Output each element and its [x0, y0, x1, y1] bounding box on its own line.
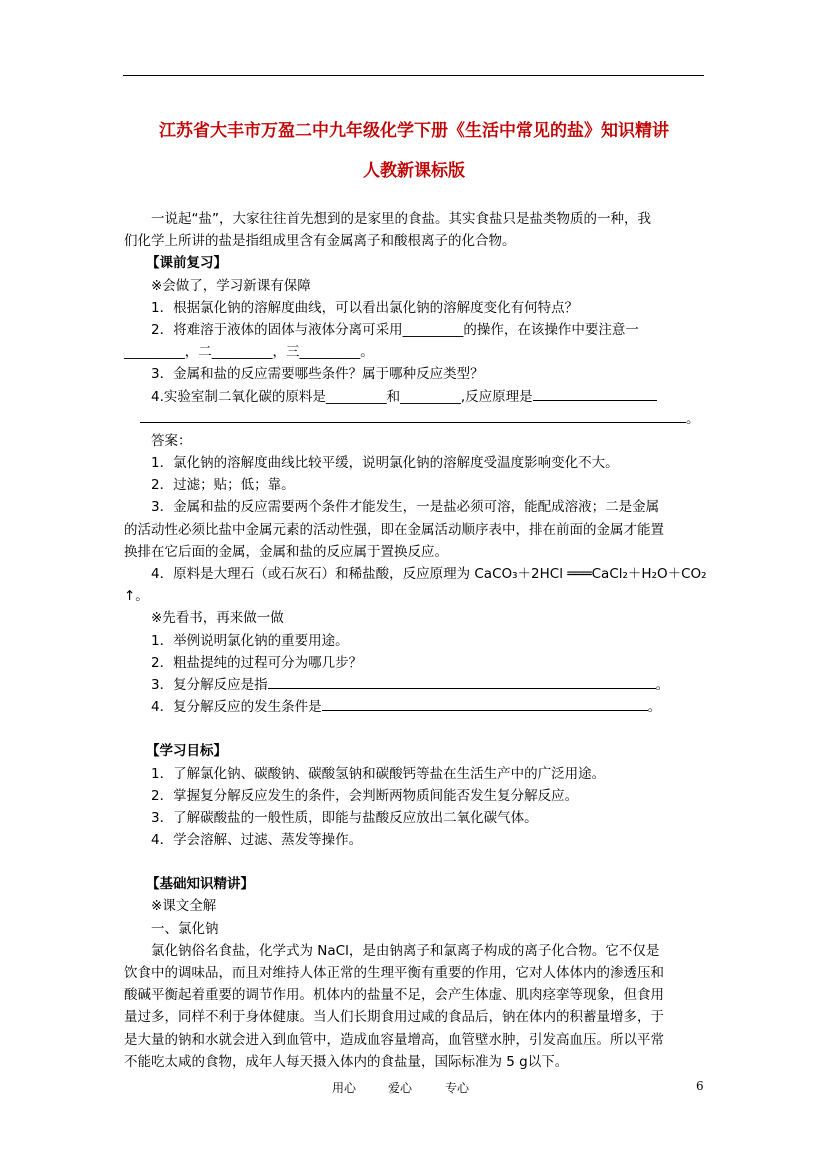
answer-4: 4．原料是大理石（或石灰石）和稀盐酸，反应原理为 CaCO₃＋2HCl ═══CaCl₂＋H₂O＋CO₂: [151, 566, 707, 582]
intro-line: 们化学上所讲的盐是指组成里含有金属离子和酸根离子的化合物。: [124, 233, 516, 250]
question-1: 1．根据氯化钠的溶解度曲线，可以看出氯化钠的溶解度变化有何特点？: [151, 299, 579, 316]
reading-question-4: [124, 696, 706, 718]
reading-note: ※先看书，再来做一做: [151, 610, 284, 627]
objective-1: 1．了解氯化钠、碳酸钠、碳酸氢钠和碳酸钙等盐在生活生产中的广泛用途。: [151, 765, 606, 782]
spacer: [124, 718, 706, 740]
section-heading-objectives: 【学习目标】: [146, 743, 227, 760]
answer-3: 3．金属和盐的反应需要两个条件才能发生，一是盐必须可溶，能配成溶液；二是金属: [151, 499, 660, 516]
question-4-text: 4.实验室制二氧化碳的原料是_________和_________,反应原理是: [151, 388, 533, 405]
answer-blank: [533, 386, 657, 401]
basics-note: ※课文全解: [151, 898, 217, 915]
document-title-line2: 人教新课标版: [363, 161, 465, 181]
objective-3: 3．了解碳酸盐的一般性质，即能与盐酸反应放出二氧化碳气体。: [151, 809, 538, 826]
answer-3-cont: 换排在它后面的金属，金属和盐的反应属于置换反应。: [124, 543, 448, 560]
answer-2: 2．过滤；贴；低；靠。: [151, 477, 295, 494]
reading-question-3-text: 3．复分解反应是指: [151, 676, 268, 693]
answer-blank: [322, 696, 648, 711]
reading-question-2: 2．粗盐提纯的过程可分为哪几步？: [151, 654, 363, 671]
question-4-end: 。: [686, 410, 700, 427]
answer-blank: [268, 674, 656, 689]
reading-question-4-end: 。: [647, 699, 662, 716]
reading-question-4-text: 4．复分解反应的发生条件是: [151, 699, 322, 716]
question-4-cont: [124, 408, 706, 430]
paragraph-line: 不能吃太咸的食物，成年人每天摄入体内的食盐量，国际标准为 5 g以下。: [124, 1053, 569, 1070]
answer-1: 1．氯化钠的溶解度曲线比较平缓，说明氯化钠的溶解度受温度影响变化不大。: [151, 455, 619, 472]
document-title-line1: 江苏省大丰市万盈二中九年级化学下册《生活中常见的盐》知识精讲: [159, 121, 669, 141]
footer-motto-2: 爱心: [388, 1081, 413, 1095]
paragraph-line: 酸碱平衡起着重要的调节作用。机体内的盐量不足，会产生体虚、肌肉痉挛等现象，但食用: [124, 987, 664, 1004]
section-heading-basics: 【基础知识精讲】: [146, 876, 254, 893]
paragraph-line: 量过多，同样不利于身体健康。当人们长期食用过咸的食品后，钠在体内的积蓄量增多，于: [124, 1009, 664, 1026]
footer-motto-1: 用心: [332, 1081, 357, 1095]
answer-label: 答案：: [151, 432, 192, 449]
answer-3-cont: 的活动性必须比盐中金属元素的活动性强，即在金属活动顺序表中，排在前面的金属才能置: [124, 521, 664, 538]
reading-question-1: 1．举例说明氯化钠的重要用途。: [151, 632, 349, 649]
paragraph-line: 氯化钠俗名食盐，化学式为 NaCl，是由钠离子和氯离子构成的离子化合物。它不仅是: [151, 942, 660, 959]
question-2-cont: _________，二_________，三_________。: [124, 344, 374, 361]
page-number: 6: [696, 1079, 704, 1093]
paragraph-line: 饮食中的调味品，而且对维持人体正常的生理平衡有重要的作用，它对人体体内的渗透压和: [124, 965, 664, 981]
answer-4-cont: ↑。: [124, 588, 149, 605]
intro-line: 一说起“盐”，大家往往首先想到的是家里的食盐。其实食盐只是盐类物质的一种，我: [151, 211, 651, 227]
question-4: [124, 386, 706, 408]
section-heading-preview: 【课前复习】: [146, 255, 227, 272]
basics-subheading: 一、氯化钠: [151, 920, 219, 937]
answer-blank: [140, 408, 686, 423]
reading-question-3: [124, 674, 706, 696]
reading-question-3-end: 。: [655, 676, 670, 693]
preview-note: ※会做了，学习新课有保障: [151, 277, 311, 294]
footer-motto-3: 专心: [445, 1081, 470, 1095]
spacer: [124, 851, 706, 873]
question-3: 3．金属和盐的反应需要哪些条件？属于哪种反应类型？: [151, 366, 484, 383]
document-body: [124, 208, 706, 1073]
objective-4: 4．学会溶解、过滤、蒸发等操作。: [151, 832, 363, 849]
header-rule: [123, 75, 704, 76]
paragraph-line: 是大量的钠和水就会进入到血管中，造成血容量增高，血管壁水肿，引发高血压。所以平常: [124, 1031, 664, 1048]
objective-2: 2．掌握复分解反应发生的条件，会判断两物质间能否发生复分解反应。: [151, 787, 579, 804]
question-2: 2．将难溶于液体的固体与液体分离可采用_________的操作，在该操作中要注意一: [151, 321, 639, 338]
